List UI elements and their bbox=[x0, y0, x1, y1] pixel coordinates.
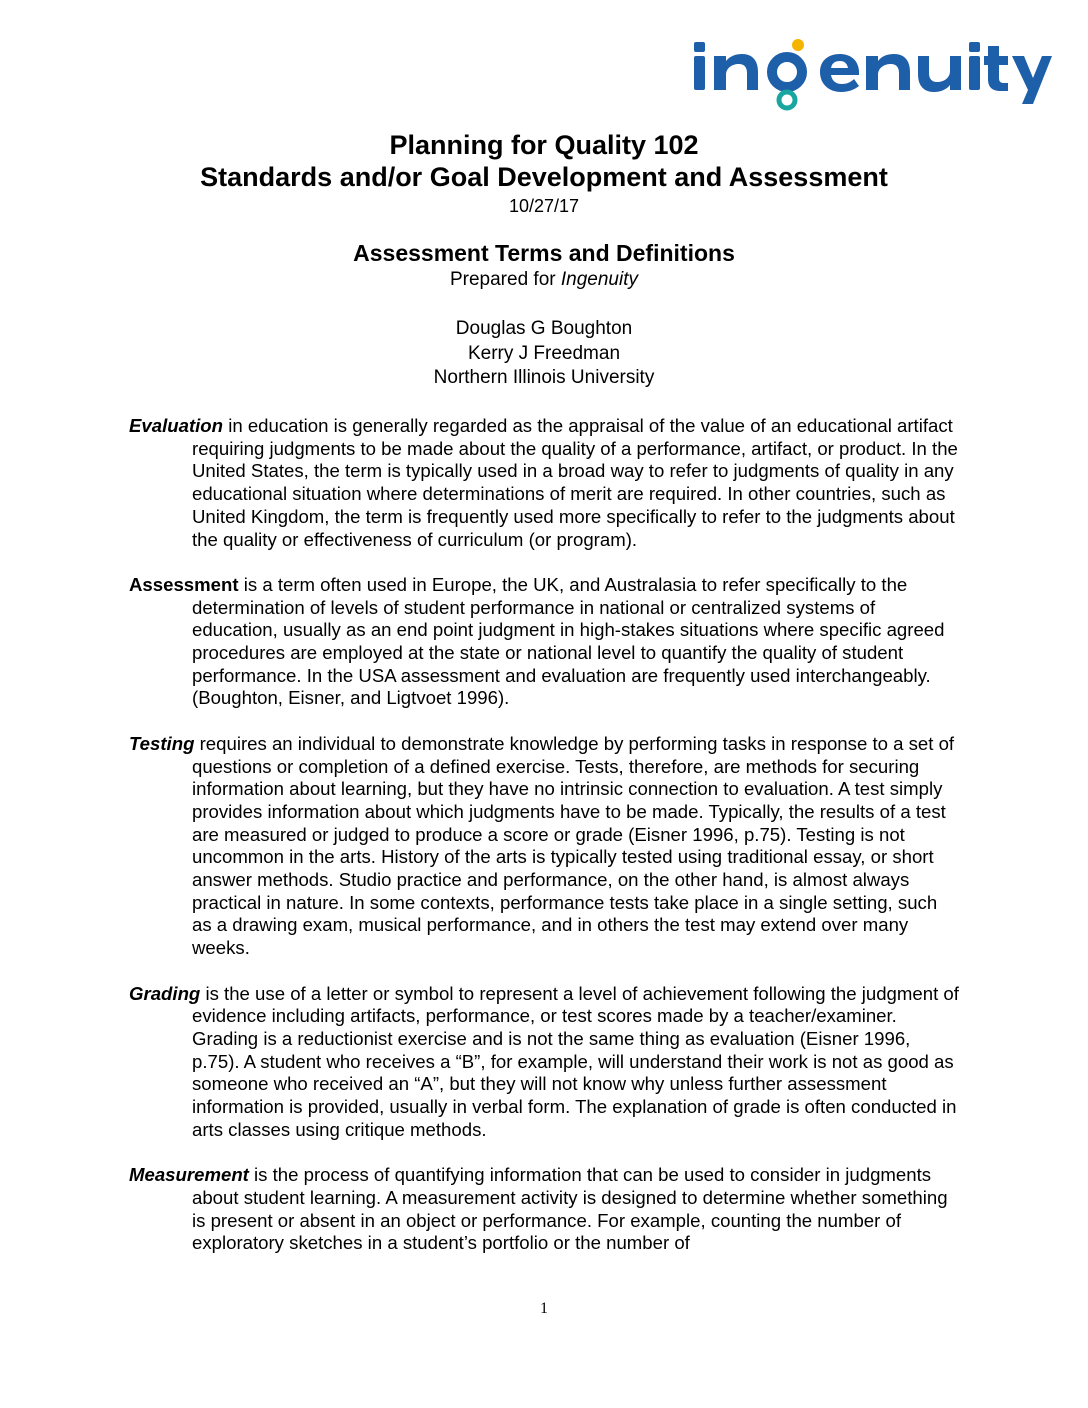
definition-testing bbox=[129, 733, 959, 960]
section-heading: Assessment Terms and Definitions bbox=[353, 240, 735, 266]
definition-term: Grading bbox=[129, 982, 201, 1004]
author-line: Kerry J Freedman bbox=[467, 342, 621, 364]
ingenuity-logo bbox=[690, 34, 1052, 114]
author-block bbox=[0, 317, 1088, 391]
page-number: 1 bbox=[540, 1300, 548, 1317]
affiliation-line: Northern Illinois University bbox=[433, 367, 655, 388]
author-line: Douglas G Boughton bbox=[455, 318, 633, 339]
definition-term: Assessment bbox=[129, 573, 239, 595]
document-title: Planning for Quality 102 bbox=[389, 130, 699, 160]
definition-grading bbox=[129, 983, 959, 1142]
prepared-for-line bbox=[0, 268, 1088, 292]
definition-term: Evaluation bbox=[129, 415, 224, 436]
definition-text: is a term often used in Europe, the UK, and Australasia to refer specifically to the determination of levels of student performance in national or centralized systems of education, usually as an end point judgment in high-stakes situations where specific agreed procedures are employed at the state or national level to quantify the quality of student performance. In the USA assessment and evaluation are frequently used interchangeably. (Boughton, Eisner, and Ligtvoet 1996). bbox=[192, 573, 945, 709]
definition-assessment bbox=[129, 574, 959, 710]
definition-text: is the process of quantifying information that can be used to consider in judgments about student learning. A measurement activity is designed to determine whether something is present or absent in an object or performance. For example, counting the number of exploratory sketches in a student’s portfolio or the number of bbox=[192, 1164, 948, 1254]
document-date: 10/27/17 bbox=[508, 196, 580, 216]
definition-evaluation bbox=[129, 415, 959, 551]
definition-measurement bbox=[129, 1164, 959, 1255]
definition-text: in education is generally regarded as the appraisal of the value of an educational artifact requiring judgments to be made about the quality of a performance, artifact, or product. In the United States, the term is typically used in a broad way to refer to judgments of quality in any educational situation where determinations of merit are required. In other countries, such as United Kingdom, the term is frequently used more specifically to refer to the judgments about the quality or effectiveness of curriculum (or program). bbox=[192, 415, 958, 550]
prepared-prefix: Prepared for bbox=[449, 269, 561, 290]
definitions-list bbox=[129, 415, 959, 1278]
prepared-org: Ingenuity bbox=[560, 269, 639, 290]
definition-text: requires an individual to demonstrate knowledge by performing tasks in response to a set of questions or completion of a defined exercise. Tests, therefore, are methods for securing information about learning, but they have no intrinsic connection to evaluation. A test simply provides information about which judgments have to be made. Typically, the results of a test are measured or judged to produce a score or grade (Eisner 1996, p.75). Testing is not uncommon in the arts. History of the arts is typically tested using traditional essay, or short answer methods. Studio practice and performance, on the other hand, is almost always practical in nature. In some contexts, performance tests take place in a single setting, such as a drawing exam, musical performance, and in others the test may extend over many weeks. bbox=[192, 732, 955, 959]
document-title-line2: Standards and/or Goal Development and Assessment bbox=[200, 162, 888, 192]
definition-term: Measurement bbox=[129, 1164, 249, 1186]
definition-text: is the use of a letter or symbol to represent a level of achievement following the judgment of evidence including artifacts, performance, or test scores made by a teacher/examiner. Grading is a reductionist exercise and is not the same thing as evaluation (Eisner 1996, p.75). A student who receives a “B”, for example, will understand their work is not as good as someone who received an “A”, but they will not know why unless further assessment information is provided, usually in verbal form. The explanation of grade is often conducted in arts classes using critique methods. bbox=[192, 982, 959, 1140]
definition-term: Testing bbox=[129, 732, 195, 754]
